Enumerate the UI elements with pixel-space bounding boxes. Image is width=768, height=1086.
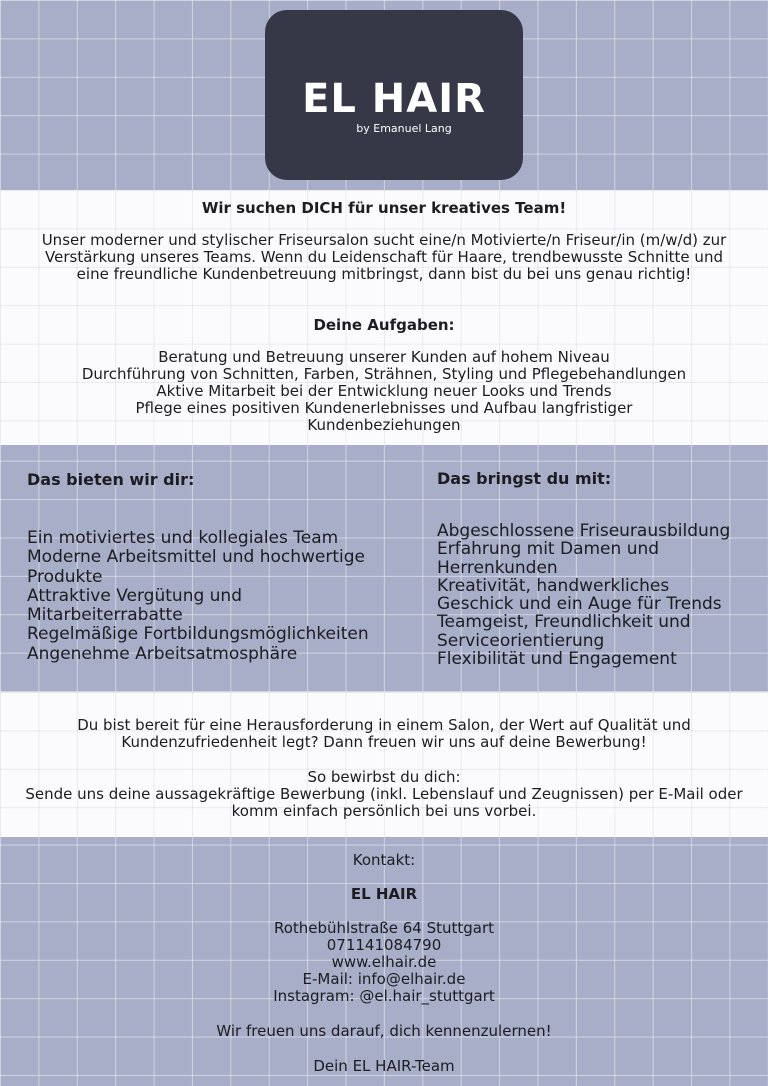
- intro-text: Unser moderner und stylischer Friseursalon sucht eine/n Motivierte/n Friseur/in (m/w/d) zur Verstärkung unseres Teams. Wenn du Leidenschaft für Haare, trendbewusste Schnitte und eine freundliche Kundenbetreuung mitbringst, dann bist du bei uns genau richtig!: [41, 231, 727, 283]
- task-item: Durchführung von Schnitten, Farben, Strähnen, Styling und Pflegebehandlungen: [81, 365, 687, 383]
- contact-address: Rothebühlstraße 64 Stuttgart: [273, 919, 495, 937]
- bring-item: Flexibilität und Engagement: [437, 649, 677, 670]
- contact-website[interactable]: www.elhair.de: [331, 953, 437, 971]
- offer-item: Attraktive Vergütung und Mitarbeiterrabatte: [27, 585, 242, 626]
- offer-heading: Das bieten wir dir:: [27, 470, 195, 489]
- logo-name: EL HAIR: [302, 76, 486, 122]
- contact-label: Kontakt:: [352, 851, 416, 869]
- apply-how-text: Sende uns deine aussagekräftige Bewerbung (inkl. Lebenslauf und Zeugnissen) per E-Mail oder komm einfach persönlich bei uns vorbei.: [25, 785, 743, 820]
- contact-email[interactable]: E-Mail: info@elhair.de: [302, 970, 466, 988]
- apply-text: Du bist bereit für eine Herausforderung in einem Salon, der Wert auf Qualität und Kundenzufriedenheit legt? Dann freuen wir uns auf deine Bewerbung!: [77, 716, 691, 751]
- tasks-list: [20, 349, 748, 434]
- task-item: Beratung und Betreuung unserer Kunden auf hohem Niveau: [158, 348, 610, 366]
- intro-heading: Wir suchen DICH für unser kreatives Team!: [201, 199, 567, 217]
- apply-section: [0, 692, 768, 837]
- bring-list: [437, 522, 762, 668]
- contact-company: EL HAIR: [350, 885, 418, 903]
- bring-item: Erfahrung mit Damen und Herrenkunden: [437, 539, 660, 578]
- tasks-heading: Deine Aufgaben:: [313, 316, 455, 334]
- logo-badge: [265, 10, 523, 180]
- bring-item: Abgeschlossene Friseurausbildung: [437, 521, 731, 541]
- logo-subtitle: by Emanuel Lang: [356, 122, 452, 135]
- bring-item: Teamgeist, Freundlichkeit und Serviceorientierung: [437, 612, 691, 651]
- contact-section: [0, 852, 768, 1075]
- task-item: Pflege eines positiven Kundenerlebnisses und Aufbau langfristiger Kundenbeziehungen: [135, 399, 633, 434]
- contact-signature: Dein EL HAIR-Team: [313, 1057, 455, 1075]
- intro-section: [0, 190, 768, 445]
- offer-item: Ein motiviertes und kollegiales Team: [27, 528, 339, 548]
- bring-column: [437, 469, 762, 668]
- offer-item: Angenehme Arbeitsatmosphäre: [27, 643, 298, 664]
- contact-closing: Wir freuen uns darauf, dich kennenzulernen!: [216, 1022, 552, 1040]
- offer-list: [27, 529, 432, 664]
- apply-how-heading: So bewirbst du dich:: [307, 768, 461, 786]
- task-item: Aktive Mitarbeit bei der Entwicklung neuer Looks und Trends: [156, 382, 612, 400]
- contact-instagram[interactable]: Instagram: @el.hair_stuttgart: [273, 987, 495, 1005]
- bring-item: Kreativität, handwerkliches Geschick und ein Auge für Trends: [437, 575, 722, 615]
- offer-column: [27, 470, 432, 664]
- offer-item: Moderne Arbeitsmittel und hochwertige Produkte: [27, 547, 365, 587]
- offer-item: Regelmäßige Fortbildungsmöglichkeiten: [27, 624, 369, 645]
- bring-heading: Das bringst du mit:: [437, 469, 612, 488]
- contact-details: [0, 920, 768, 1005]
- contact-phone[interactable]: 071141084790: [326, 936, 442, 954]
